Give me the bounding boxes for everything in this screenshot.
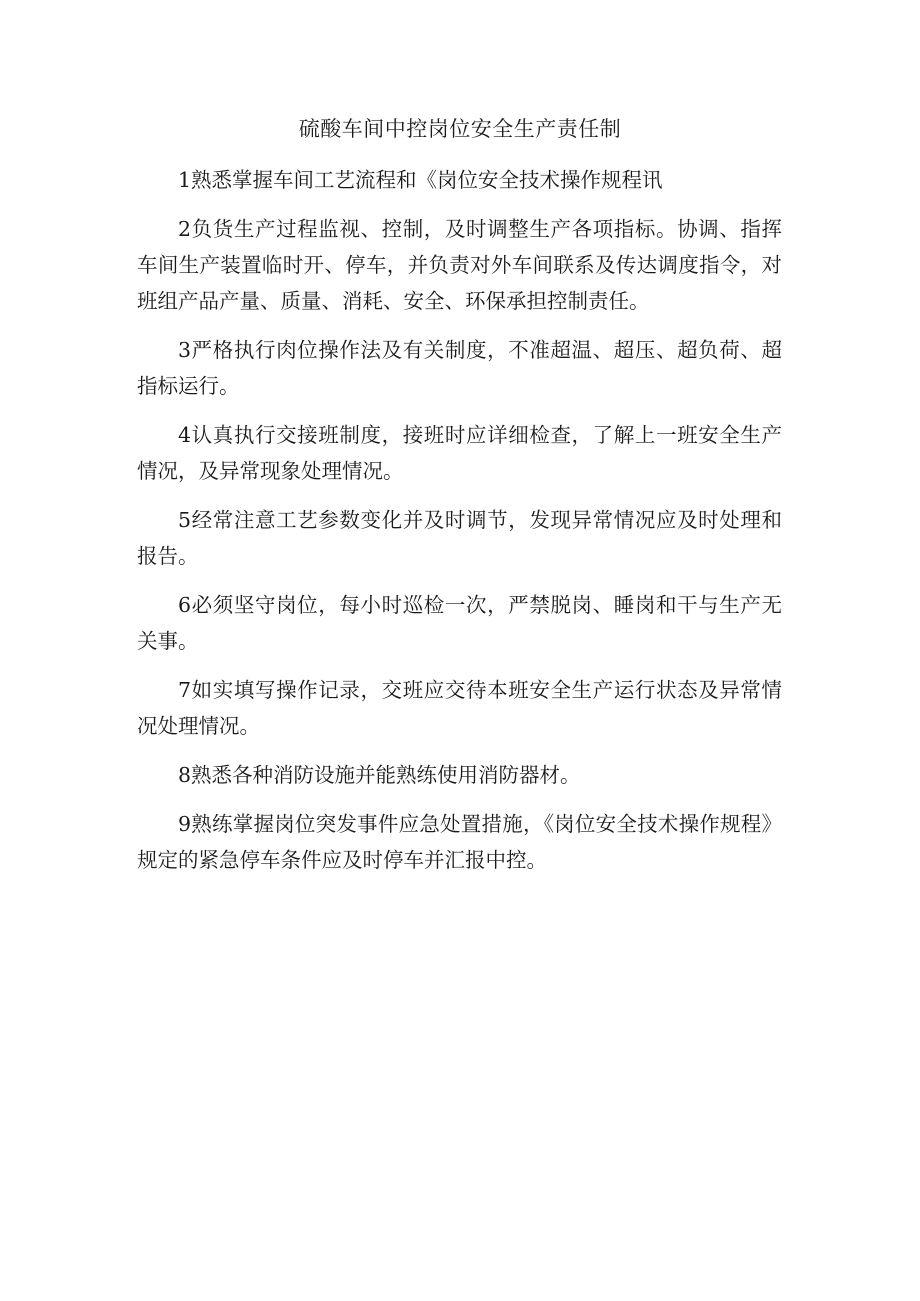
duty-item-3: 3严格执行肉位操作法及有关制度，不准超温、超压、超负荷、超指标运行。 [137,338,782,398]
duty-item-7: 7如实填写操作记录，交班应交待本班安全生产运行状态及异常情况处理情况。 [137,678,782,738]
duty-item-2: 2负货生产过程监视、控制，及时调整生产各项指标。协调、指挥车间生产装置临时开、停车，并负责对外车间联系及传达调度指令，对班组产品产量、质量、消耗、安全、环保承担控制责任。 [137,217,782,313]
duty-item-5: 5经常注意工艺参数变化并及时调节，发现异常情况应及时处理和报告。 [137,508,782,568]
duty-item-6: 6必须坚守岗位，每小时巡检一次，严禁脱岗、睡岗和干与生产无关事。 [137,593,782,653]
duty-item-1: 1熟悉掌握车间工艺流程和《岗位安全技术操作规程讯 [178,168,663,192]
document-title: 硫酸车间中控岗位安全生产责任制 [298,117,622,141]
duty-item-9: 9熟练掌握岗位突发事件应急处置措施，《岗位安全技术操作规程》规定的紧急停车条件应及时停车并汇报中控。 [137,812,782,872]
document-body [137,162,782,891]
duty-item-4: 4认真执行交接班制度，接班时应详细检查，了解上一班安全生产情况，及异常现象处理情况。 [137,423,782,483]
duty-item-8: 8熟悉各种消防设施并能熟练使用消防器材。 [178,763,581,787]
